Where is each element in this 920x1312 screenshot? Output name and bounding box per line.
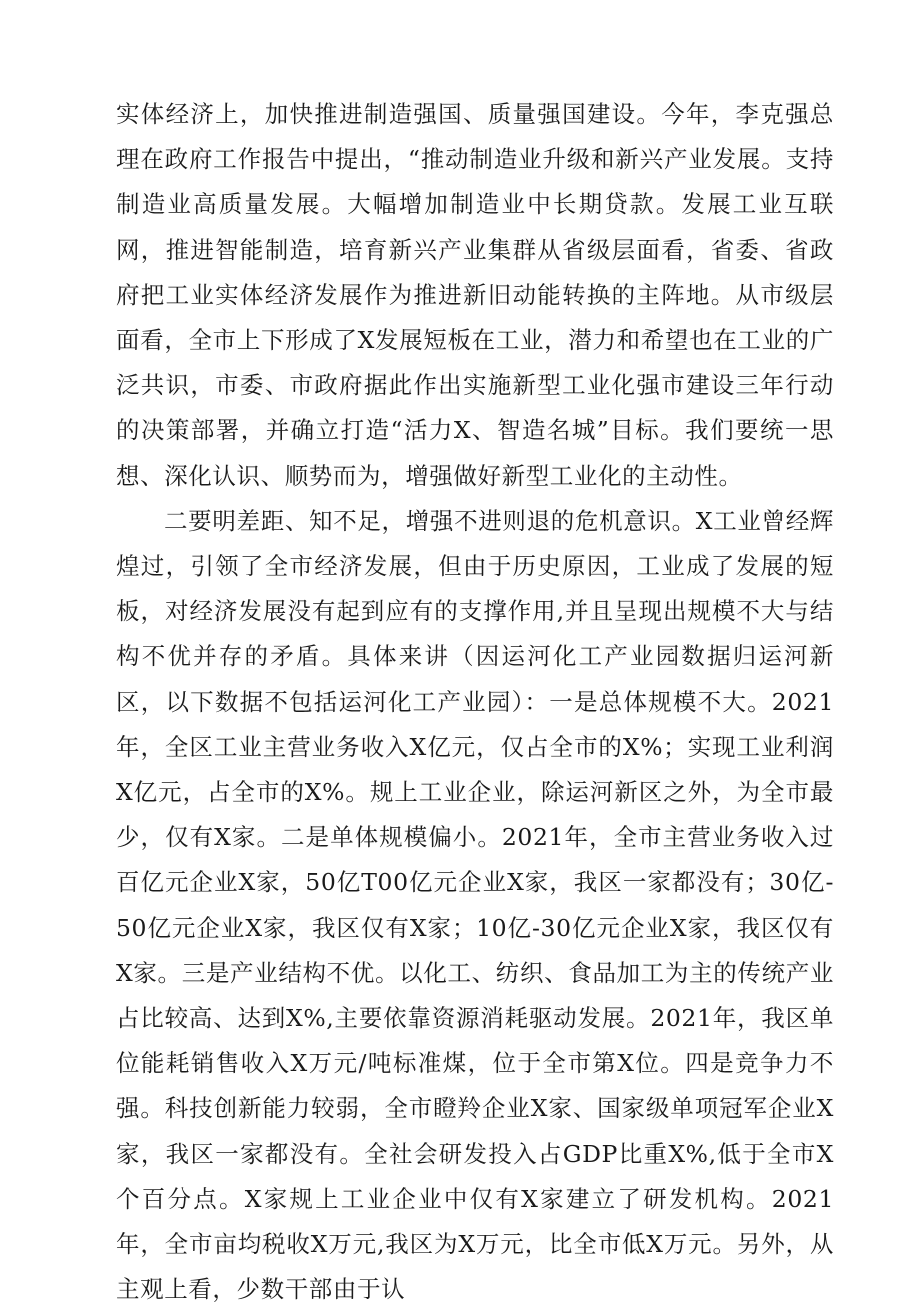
document-body [116, 92, 834, 1312]
paragraph-manufacturing-strategy: 实体经济上，加快推进制造强国、质量强国建设。今年，李克强总理在政府工作报告中提出，“推动制造业升级和新兴产业发展。支持制造业高质量发展。大幅增加制造业中长期贷款。发展工业互联网，推进智能制造，培育新兴产业集群从省级层面看，省委、省政府把工业实体经济发展作为推进新旧动能转换的主阵地。从市级层面看，全市上下形成了X发展短板在工业，潜力和希望也在工业的广泛共识，市委、市政府据此作出实施新型工业化强市建设三年行动的决策部署，并确立打造“活力X、智造名城”目标。我们要统一思想、深化认识、顺势而为，增强做好新型工业化的主动性。 [116, 100, 834, 490]
paragraph-gap-awareness: 二要明差距、知不足，增强不进则退的危机意识。X工业曾经辉煌过，引领了全市经济发展，但由于历史原因，工业成了发展的短板，对经济发展没有起到应有的支撑作用,并且呈现出规模不大与结构不优并存的矛盾。具体来讲（因运河化工产业园数据归运河新区，以下数据不包括运河化工产业园）：一是总体规模不大。2021年，全区工业主营业务收入X亿元，仅占全市的X%；实现工业利润X亿元，占全市的X%。规上工业企业，除运河新区之外，为全市最少，仅有X家。二是单体规模偏小。2021年，全市主营业务收入过百亿元企业X家，50亿T00亿元企业X家，我区一家都没有；30亿-50亿元企业X家，我区仅有X家；10亿-30亿元企业X家，我区仅有X家。三是产业结构不优。以化工、纺织、食品加工为主的传统产业占比较高、达到X%,主要依靠资源消耗驱动发展。2021年，我区单位能耗销售收入X万元/吨标准煤，位于全市第X位。四是竞争力不强。科技创新能力较弱，全市瞪羚企业X家、国家级单项冠军企业X家，我区一家都没有。全社会研发投入占GDP比重X%,低于全市X个百分点。X家规上工业企业中仅有X家建立了研发机构。2021年，全市亩均税收X万元,我区为X万元，比全市低X万元。另外，从主观上看，少数干部由于认 [116, 506, 834, 1304]
